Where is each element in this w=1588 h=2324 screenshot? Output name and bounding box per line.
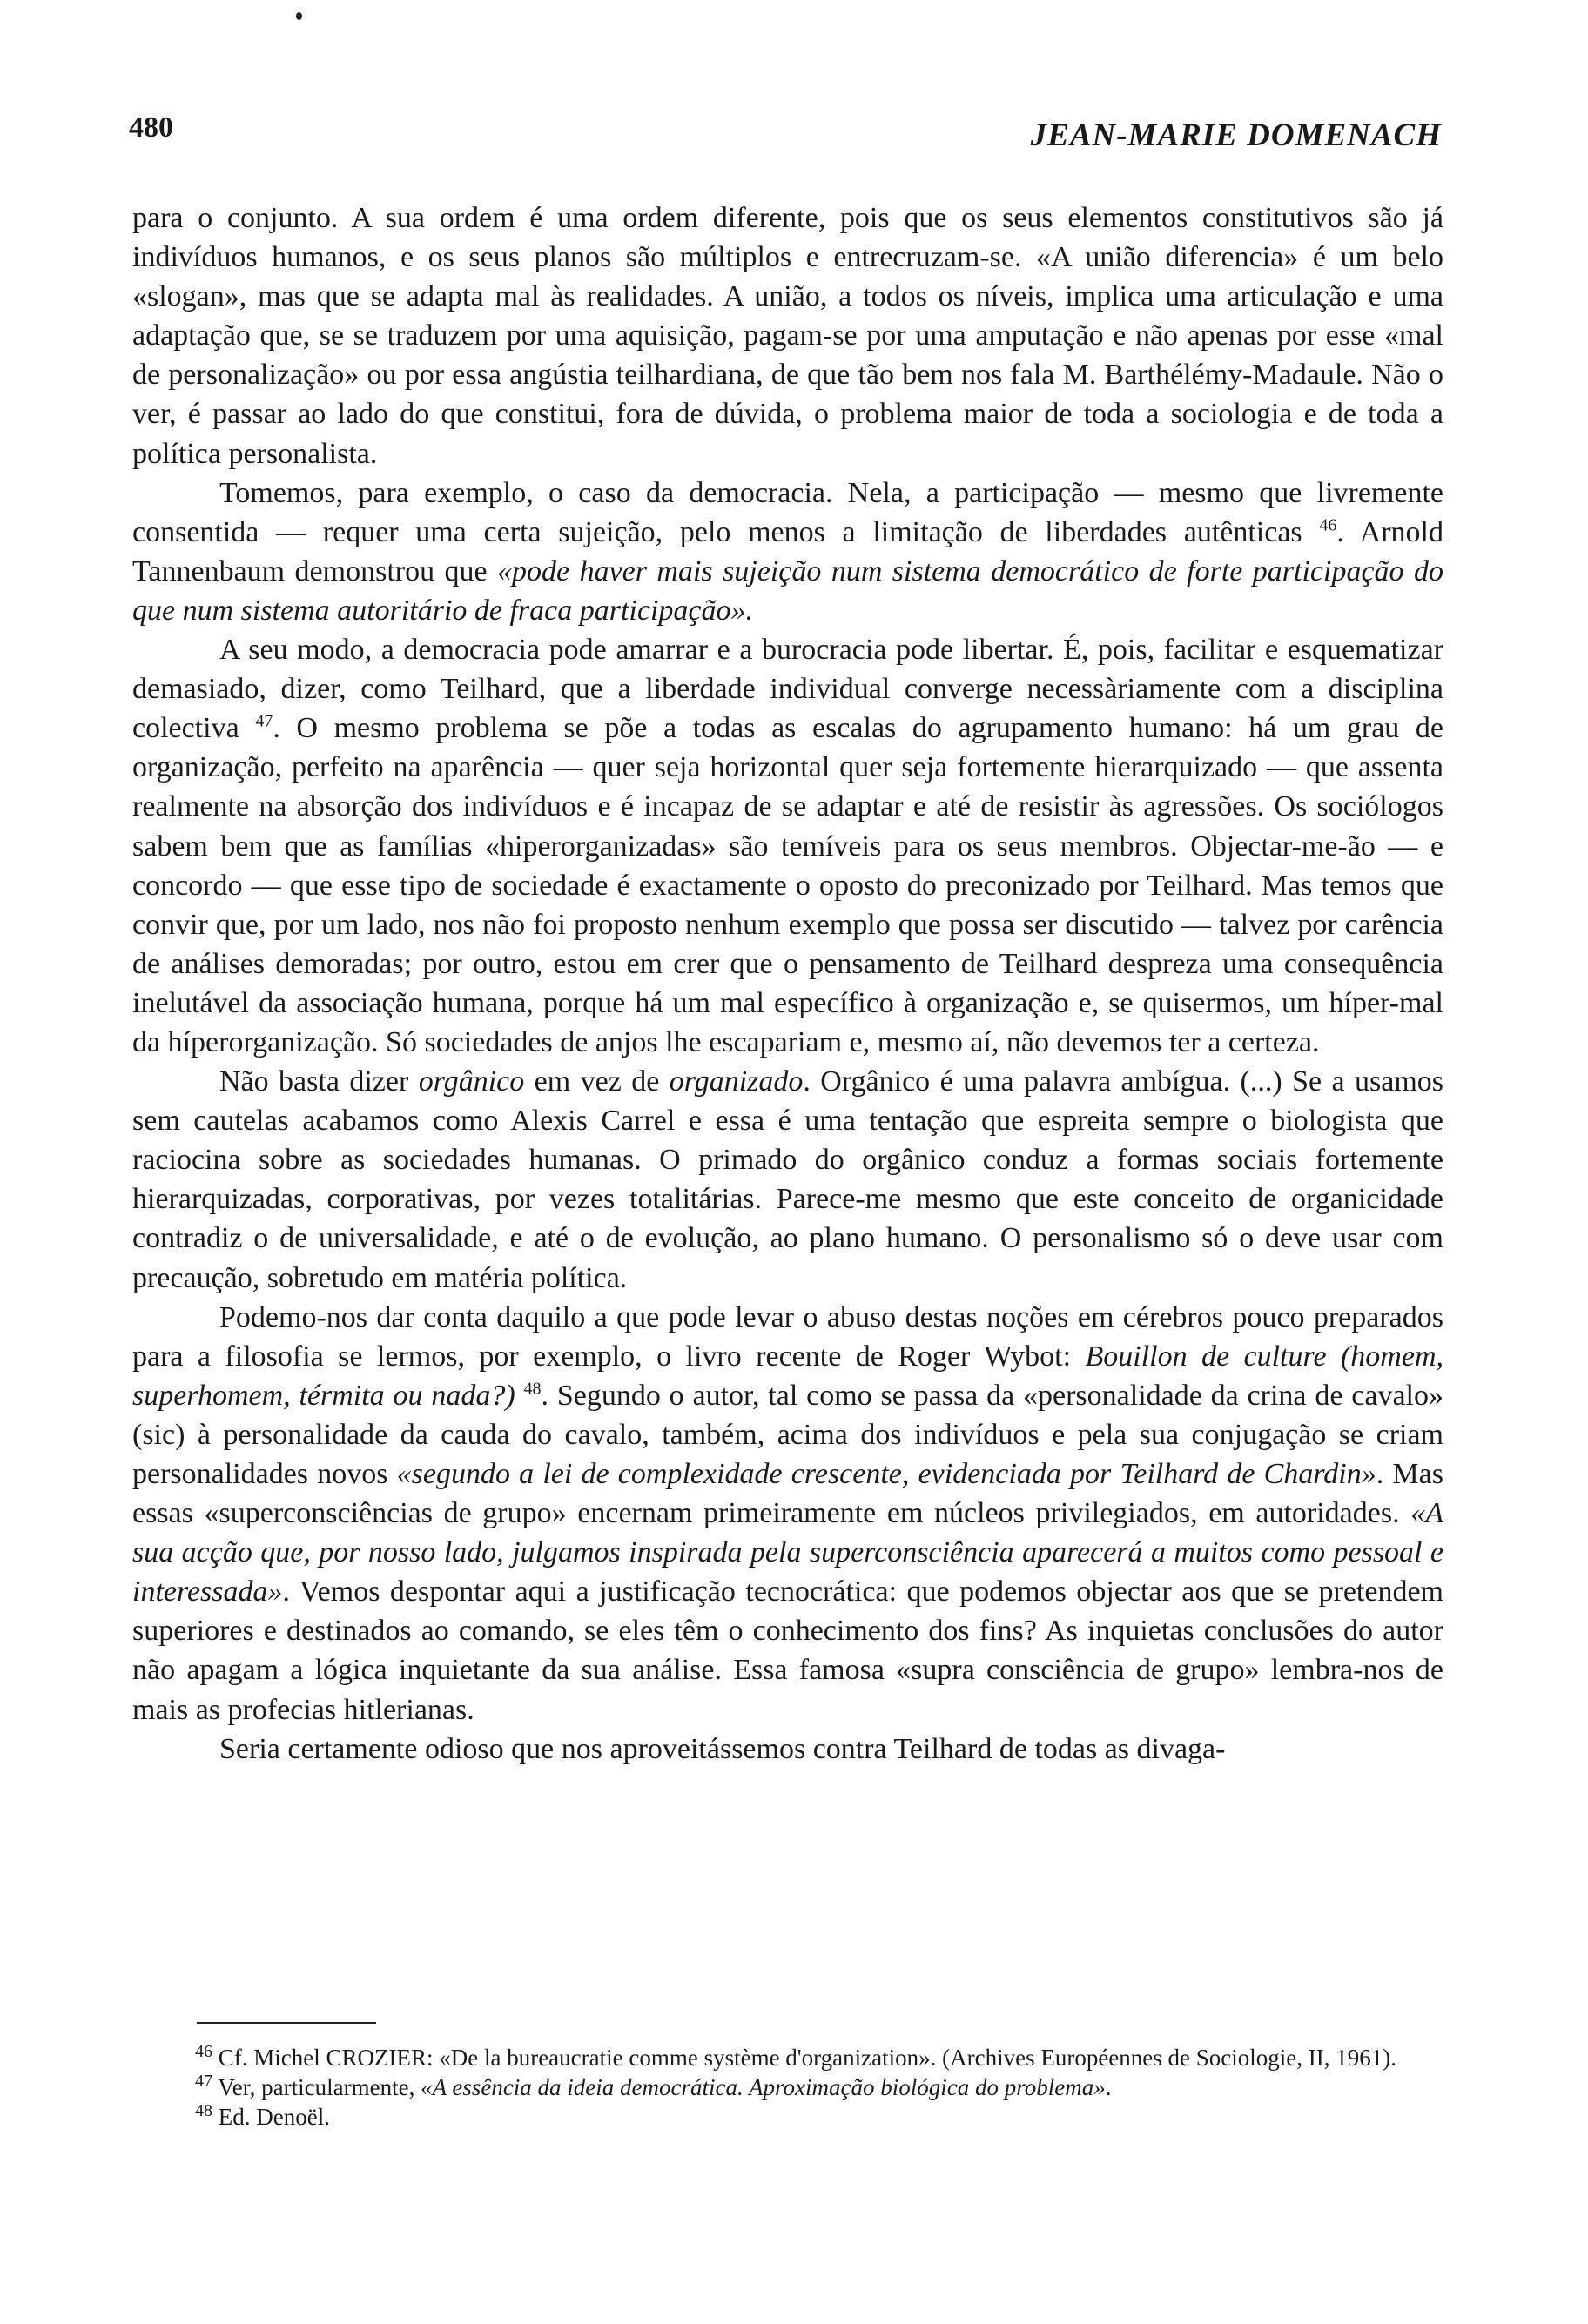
paragraph <box>132 630 1443 1062</box>
paragraph-text: . Mas essas «superconsciências de grupo» encernam primeiramente em núcleos privilegiados, em autoridades. <box>132 1458 1443 1530</box>
paragraph-italic-text: «pode haver mais sujeição num sistema democrático de forte participação do que num sistema autoritário de fraca participação». <box>132 554 1443 627</box>
paragraph-text: . Arnold Tannenbaum demonstrou que <box>132 515 1443 588</box>
paragraph-text: para o conjunto. A sua ordem é uma ordem diferente, pois que os seus elementos constitutivos são já indivíduos humanos, e os seus planos são múltiplos e entrecruzam-se. «A união diferencia» é um belo «slogan», mas que se adapta mal às realidades. A união, a todos os níveis, implica uma articulação e uma adaptação que, se se traduzem por uma aquisição, pagam-se por uma amputação e não apenas por esse «mal de personalização» ou por essa angústia teilhardiana, de que tão bem nos fala M. Barthélémy-Madaule. Não o ver, é passar ao lado do que constitui, fora de dúvida, o problema maior de toda a sociologia e de toda a política personalista. <box>132 202 1443 470</box>
paragraph-text: Tomemos, para exemplo, o caso da democracia. Nela, a participação — mesmo que livremente consentida — requer uma certa sujeição, pelo menos a limitação de liberdades autênticas <box>132 476 1443 548</box>
paragraph-text: Seria certamente odioso que nos aproveitássemos contra Teilhard de todas as divaga- <box>219 1732 1226 1765</box>
footnote <box>122 2072 1447 2102</box>
paragraph-italic-text: orgânico <box>418 1065 525 1098</box>
paragraph-note-ref: 46 <box>1319 515 1337 535</box>
footnote-text: Cf. Michel CROZIER: «De la bureaucratie comme système d'organization». (Archives Européennes de Sociologie, II, 1961). <box>212 2045 1396 2071</box>
footnote-italic-text: «A essência da ideia democrática. Aproximação biológica do problema» <box>421 2074 1106 2100</box>
paragraph-text: . O mesmo problema se põe a todas as escalas do agrupamento humano: há um grau de organização, perfeito na aparência — quer seja horizontal quer seja fortemente hierarquizado — que assenta realmente na absorção dos indivíduos e é incapaz de se adaptar e até de resistir às agressões. Os sociólogos sabem bem que as famílias «hiperorganizadas» são temíveis para os seus membros. Objectar-me-ão — e concordo — que esse tipo de sociedade é exactamente o oposto do preconizado por Teilhard. Mas temos que convir que, por um lado, nos não foi proposto nenhum exemplo que possa ser discutido — talvez por carência de análises demoradas; por outro, estou em crer que o pensamento de Teilhard despreza uma consequência inelutável da associação humana, porque há um mal específico à organização e, se quisermos, um híper-mal da híperorganização. Só sociedades de anjos lhe escapariam e, mesmo aí, não devemos ter a certeza. <box>132 712 1444 1058</box>
paragraph-text: em vez de <box>524 1065 670 1098</box>
page-number: 480 <box>129 111 173 144</box>
footnote <box>122 2102 1447 2132</box>
paragraph-text: . Vemos despontar aqui a justificação tecnocrática: que podemos objectar aos que se pretendem superiores e destinados ao comando, se eles têm o conhecimento dos fins? As inquietas conclusões do autor não apagam a lógica inquietante da sua análise. Essa famosa «supra consciência de grupo» lembra-nos de mais as profecias hitlerianas. <box>132 1575 1443 1726</box>
paragraph-italic-text: organizado <box>669 1065 804 1098</box>
running-title: JEAN-MARIE DOMENACH <box>1030 118 1442 153</box>
paragraph-text: . Orgânico é uma palavra ambígua. (...) Se a usamos sem cautelas acabamos como Alexis Carrel e essa é uma tentação que espreita sempre o biologista que raciocina sobre as sociedades humanas. O primado do orgânico conduz a formas sociais fortemente hierarquizadas, corporativas, por vezes totalitárias. Parece-me mesmo que este conceito de organicidade contradiz o de universalidade, e até o de evolução, ao plano humano. O personalismo só o deve usar com precaução, sobretudo em matéria política. <box>132 1065 1443 1294</box>
paragraph-note-ref: 47 <box>255 711 273 731</box>
footnote-text: Ver, particularmente, <box>212 2074 421 2100</box>
paragraph-italic-text: «A sua acção que, por nosso lado, julgamos inspirada pela superconsciência aparecerá a muitos como pessoal e interessada» <box>132 1497 1443 1609</box>
paragraph <box>132 198 1443 474</box>
paragraph-text: Podemo-nos dar conta daquilo a que pode levar o abuso destas noções em cérebros pouco preparados para a filosofia se lermos, por exemplo, o livro recente de Roger Wybot: <box>132 1300 1443 1373</box>
paragraph <box>132 1298 1443 1730</box>
print-speck <box>296 12 302 20</box>
paragraph <box>132 1062 1443 1298</box>
footnote-text: . <box>1105 2074 1112 2100</box>
paragraph <box>132 1730 1443 1769</box>
paragraph-text: . Segundo o autor, tal como se passa da «personalidade da crina de cavalo» (sic) à personalidade da cauda do cavalo, também, acima dos indivíduos e pela sua conjugação se criam personalidades novos <box>132 1379 1443 1490</box>
footnotes <box>122 2043 1447 2132</box>
paragraph-note-ref: 48 <box>523 1379 542 1399</box>
paragraph-italic-text: «segundo a lei de complexidade crescente, evidenciada por Teilhard de Chardin» <box>396 1458 1376 1490</box>
body-text <box>132 198 1443 1769</box>
paragraph <box>132 474 1443 630</box>
footnote-note-ref: 46 <box>195 2042 212 2061</box>
paragraph-text: A seu modo, a democracia pode amarrar e a burocracia pode libertar. É, pois, facilitar e esquematizar demasiado, dizer, como Teilhard, que a liberdade individual converge necessàriamente com a disciplina colectiva <box>132 634 1443 745</box>
footnote <box>122 2043 1447 2072</box>
footnote-divider <box>197 2022 376 2024</box>
paragraph-text: Não basta dizer <box>219 1065 419 1098</box>
footnote-text: Ed. Denoël. <box>212 2104 330 2130</box>
footnote-note-ref: 48 <box>195 2101 212 2120</box>
paragraph-italic-text: Bouillon de culture (homem, superhomem, térmita ou nada?) <box>132 1340 1444 1412</box>
paragraph-text <box>515 1380 524 1412</box>
footnote-note-ref: 47 <box>195 2072 212 2091</box>
